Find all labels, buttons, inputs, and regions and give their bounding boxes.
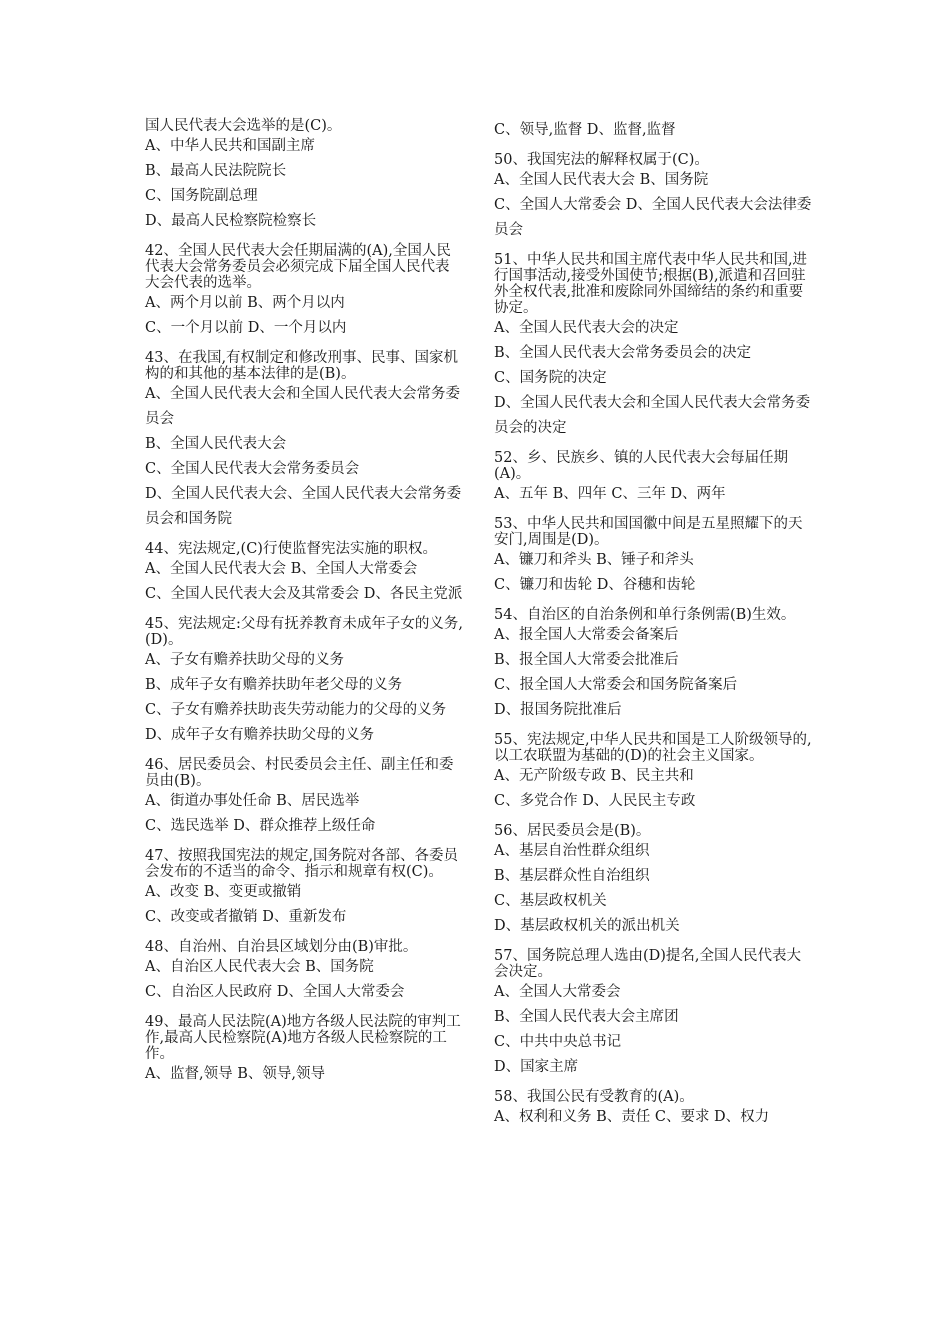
question-text: 42、全国人民代表大会任期届满的(A),全国人民代表大会常务委员会必须完成下届全国人民代表大会代表的选举。 (145, 243, 451, 291)
question-text: 53、中华人民共和国国徽中间是五星照耀下的天安门,周围是(D)。 (494, 516, 803, 548)
answer-option: C、国务院副总理 (145, 188, 258, 204)
answer-option: C、全国人民代表大会及其常委会 D、各民主党派 (145, 586, 463, 602)
question-block (145, 848, 463, 930)
answer-option: C、镰刀和齿轮 D、谷穗和齿轮 (494, 577, 696, 593)
answer-option: D、成年子女有赡养扶助父母的义务 (145, 727, 375, 743)
question-text: 50、我国宪法的解释权属于(C)。 (494, 152, 709, 168)
question-block (494, 516, 812, 598)
answer-option: A、改变 B、变更或撤销 (145, 884, 302, 900)
answer-option: B、全国人民代表大会主席团 (494, 1009, 679, 1025)
question-block (494, 1089, 812, 1130)
answer-option: C、报全国人大常委会和国务院备案后 (494, 677, 738, 693)
question-gap (494, 814, 812, 823)
question-text: 44、宪法规定,(C)行使监督宪法实施的职权。 (145, 541, 437, 557)
answer-option: B、全国人民代表大会 (145, 436, 287, 452)
question-gap (145, 607, 463, 616)
answer-option: C、国务院的决定 (494, 370, 607, 386)
question-gap (145, 748, 463, 757)
question-text: 43、在我国,有权制定和修改刑事、民事、国家机构的和其他的基本法律的是(B)。 (145, 350, 459, 382)
answer-option: A、自治区人民代表大会 B、国务院 (145, 959, 374, 975)
answer-option: C、自治区人民政府 D、全国人大常委会 (145, 984, 405, 1000)
answer-option: A、中华人民共和国副主席 (145, 138, 315, 154)
left-column (145, 118, 463, 1087)
question-gap (145, 839, 463, 848)
answer-option: A、基层自治性群众组织 (494, 843, 650, 859)
question-text: 45、宪法规定:父母有抚养教育未成年子女的义务,(D)。 (145, 616, 463, 648)
question-text: 49、最高人民法院(A)地方各级人民法院的审判工作,最高人民检察院(A)地方各级人民检察院的工作。 (145, 1014, 461, 1062)
question-block (494, 948, 812, 1080)
answer-option: C、子女有赡养扶助丧失劳动能力的父母的义务 (145, 702, 447, 718)
answer-option: D、基层政权机关的派出机关 (494, 918, 680, 934)
question-gap (494, 243, 812, 252)
answer-option: A、五年 B、四年 C、三年 D、两年 (494, 486, 726, 502)
question-block (145, 350, 463, 532)
question-block (145, 541, 463, 607)
question-block (494, 823, 812, 939)
question-block (145, 118, 463, 234)
question-text: 47、按照我国宪法的规定,国务院对各部、各委员会发布的不适当的命令、指示和规章有权(C)。 (145, 848, 459, 880)
question-block (494, 450, 812, 507)
question-gap (145, 1005, 463, 1014)
answer-option: B、全国人民代表大会常务委员会的决定 (494, 345, 752, 361)
answer-option: A、全国人民代表大会和全国人民代表大会常务委员会 (145, 386, 460, 427)
question-block (494, 252, 812, 441)
answer-option: D、最高人民检察院检察长 (145, 213, 317, 229)
answer-option: C、中共中央总书记 (494, 1034, 622, 1050)
answer-option: A、监督,领导 B、领导,领导 (145, 1066, 325, 1082)
question-text: 54、自治区的自治条例和单行条例需(B)生效。 (494, 607, 796, 623)
answer-option: A、全国人民代表大会 B、全国人大常委会 (145, 561, 418, 577)
question-gap (145, 234, 463, 243)
question-text: 55、宪法规定,中华人民共和国是工人阶级领导的,以工农联盟为基础的(D)的社会主义国家。 (494, 732, 812, 764)
answer-option: D、全国人民代表大会和全国人民代表大会常务委员会的决定 (494, 395, 811, 436)
question-text: 57、国务院总理人选由(D)提名,全国人民代表大会决定。 (494, 948, 801, 980)
question-block (145, 243, 463, 341)
answer-option: C、改变或者撤销 D、重新发布 (145, 909, 347, 925)
question-gap (494, 143, 812, 152)
answer-option: C、基层政权机关 (494, 893, 607, 909)
answer-option: C、领导,监督 D、监督,监督 (494, 122, 676, 138)
question-block (145, 616, 463, 748)
question-block (145, 757, 463, 839)
answer-option: C、一个月以前 D、一个月以内 (145, 320, 347, 336)
answer-option: D、全国人民代表大会、全国人民代表大会常务委员会和国务院 (145, 486, 462, 527)
question-block (494, 607, 812, 723)
answer-option: B、报全国人大常委会批准后 (494, 652, 679, 668)
answer-option: A、无产阶级专政 B、民主共和 (494, 768, 694, 784)
question-text: 46、居民委员会、村民委员会主任、副主任和委员由(B)。 (145, 757, 454, 789)
question-gap (494, 507, 812, 516)
question-gap (494, 441, 812, 450)
question-text: 48、自治州、自治县区域划分由(B)审批。 (145, 939, 418, 955)
question-text: 56、居民委员会是(B)。 (494, 823, 651, 839)
question-gap (145, 930, 463, 939)
answer-option: C、全国人民代表大会常务委员会 (145, 461, 360, 477)
question-gap (494, 723, 812, 732)
answer-option: A、全国人民代表大会 B、国务院 (494, 172, 709, 188)
answer-option: C、多党合作 D、人民民主专政 (494, 793, 696, 809)
question-block (494, 118, 812, 143)
answer-option: B、成年子女有赡养扶助年老父母的义务 (145, 677, 403, 693)
answer-option: A、报全国人大常委会备案后 (494, 627, 679, 643)
question-gap (494, 598, 812, 607)
question-block (494, 732, 812, 814)
right-column (494, 118, 812, 1130)
answer-option: A、全国人民代表大会的决定 (494, 320, 679, 336)
answer-option: B、最高人民法院院长 (145, 163, 287, 179)
question-gap (494, 1080, 812, 1089)
question-gap (145, 341, 463, 350)
question-gap (494, 939, 812, 948)
question-text: 58、我国公民有受教育的(A)。 (494, 1089, 694, 1105)
answer-option: A、权利和义务 B、责任 C、要求 D、权力 (494, 1109, 770, 1125)
answer-option: D、报国务院批准后 (494, 702, 622, 718)
question-gap (145, 532, 463, 541)
question-block (145, 939, 463, 1005)
question-block (145, 1014, 463, 1087)
answer-option: B、基层群众性自治组织 (494, 868, 650, 884)
question-text: 51、中华人民共和国主席代表中华人民共和国,进行国事活动,接受外国使节;根据(B),派遣和召回驻外全权代表,批准和废除同外国缔结的条约和重要协定。 (494, 252, 808, 316)
answer-option: C、全国人大常委会 D、全国人民代表大会法律委员会 (494, 197, 812, 238)
answer-option: A、全国人大常委会 (494, 984, 621, 1000)
answer-option: C、选民选举 D、群众推荐上级任命 (145, 818, 376, 834)
answer-option: A、子女有赡养扶助父母的义务 (145, 652, 344, 668)
answer-option: A、镰刀和斧头 B、锤子和斧头 (494, 552, 694, 568)
answer-option: D、国家主席 (494, 1059, 579, 1075)
answer-option: A、街道办事处任命 B、居民选举 (145, 793, 360, 809)
question-text: 52、乡、民族乡、镇的人民代表大会每届任期(A)。 (494, 450, 788, 482)
question-block (494, 152, 812, 243)
answer-option: A、两个月以前 B、两个月以内 (145, 295, 345, 311)
question-text: 国人民代表大会选举的是(C)。 (145, 118, 342, 134)
